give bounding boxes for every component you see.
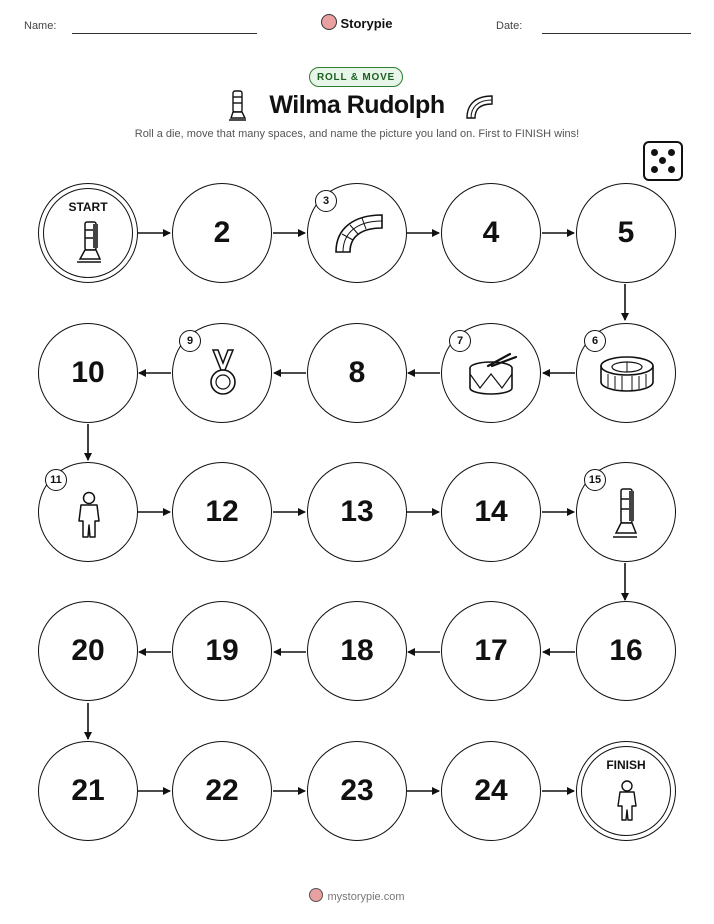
space-23 bbox=[307, 741, 407, 841]
space-number: 16 bbox=[609, 634, 643, 667]
track-icon bbox=[332, 212, 384, 256]
space-number: 20 bbox=[71, 634, 105, 667]
space-number: 10 bbox=[71, 356, 105, 389]
date-label: Date: bbox=[496, 20, 523, 32]
space-number: 22 bbox=[205, 774, 239, 807]
footer bbox=[0, 888, 714, 903]
leg-brace-icon bbox=[75, 220, 103, 266]
space-5 bbox=[576, 183, 676, 283]
space-number: 13 bbox=[340, 495, 374, 528]
space-number: 2 bbox=[213, 216, 231, 249]
drum-icon bbox=[466, 352, 520, 398]
roll-move-badge: ROLL & MOVE bbox=[309, 67, 403, 87]
space-badge: 15 bbox=[584, 469, 606, 491]
stadium-icon bbox=[599, 354, 655, 394]
space-16 bbox=[576, 601, 676, 701]
person-icon bbox=[615, 780, 639, 822]
space-8 bbox=[307, 323, 407, 423]
space-number: 24 bbox=[474, 774, 508, 807]
space-10 bbox=[38, 323, 138, 423]
space-badge: 6 bbox=[584, 330, 606, 352]
space-18 bbox=[307, 601, 407, 701]
space-20 bbox=[38, 601, 138, 701]
space-19 bbox=[172, 601, 272, 701]
space-24 bbox=[441, 741, 541, 841]
page-title: Wilma Rudolph bbox=[269, 91, 445, 119]
space-number: 19 bbox=[205, 634, 239, 667]
space-14 bbox=[441, 462, 541, 562]
space-number: 23 bbox=[340, 774, 374, 807]
space-13 bbox=[307, 462, 407, 562]
instructions: Roll a die, move that many spaces, and name the picture you land on. First to FINISH wins! bbox=[134, 128, 580, 140]
name-label: Name: bbox=[24, 20, 57, 32]
storypie-logo-icon bbox=[309, 888, 323, 902]
space-number: 14 bbox=[474, 495, 508, 528]
space-number: 5 bbox=[617, 216, 635, 249]
space-21 bbox=[38, 741, 138, 841]
brand-name: Storypie bbox=[340, 16, 393, 31]
start-label: START bbox=[68, 200, 108, 214]
space-22 bbox=[172, 741, 272, 841]
medal-icon bbox=[207, 348, 239, 398]
space-17 bbox=[441, 601, 541, 701]
space-2 bbox=[172, 183, 272, 283]
space-badge: 11 bbox=[45, 469, 67, 491]
person-icon bbox=[75, 491, 103, 539]
space-number: 17 bbox=[474, 634, 508, 667]
space-badge: 3 bbox=[315, 190, 337, 212]
space-number: 18 bbox=[340, 634, 374, 667]
space-12 bbox=[172, 462, 272, 562]
finish-space bbox=[576, 741, 676, 841]
space-badge: 7 bbox=[449, 330, 471, 352]
space-4 bbox=[441, 183, 541, 283]
space-number: 8 bbox=[348, 356, 366, 389]
space-number: 12 bbox=[205, 495, 239, 528]
finish-label: FINISH bbox=[606, 758, 646, 772]
leg-brace-icon bbox=[611, 487, 639, 543]
space-number: 21 bbox=[71, 774, 105, 807]
footer-url[interactable]: mystorypie.com bbox=[327, 891, 405, 903]
start-space bbox=[38, 183, 138, 283]
space-number: 4 bbox=[482, 216, 500, 249]
space-badge: 9 bbox=[179, 330, 201, 352]
